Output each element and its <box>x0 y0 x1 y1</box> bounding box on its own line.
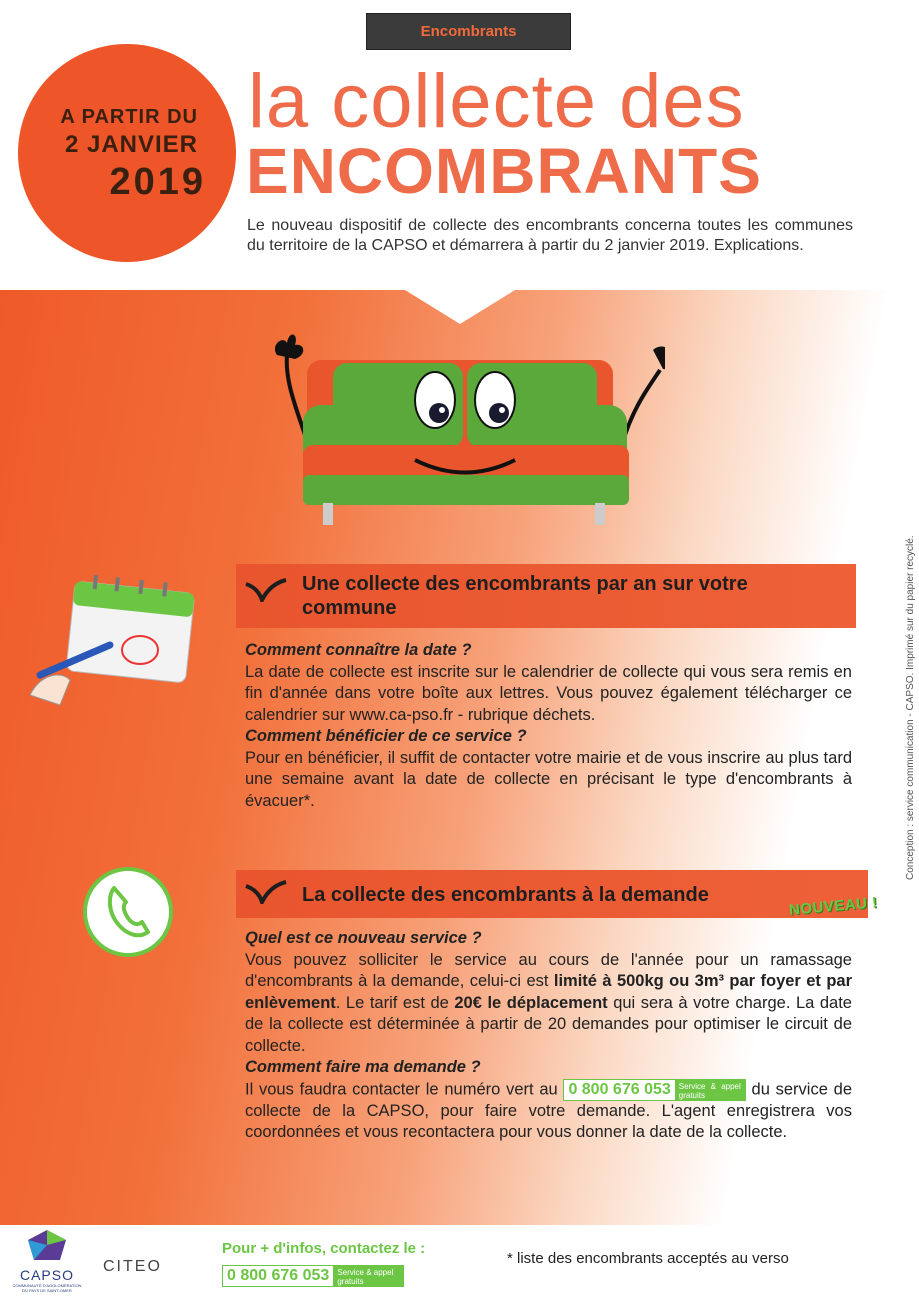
section-1-answer-2: Pour en bénéficier, il suffit de contacter votre mairie et de vous inscrire au plus tard une semaine avant la date de collecte en précisant le type d'encombrants à évacuer*. <box>245 748 852 810</box>
section-1-heading-bar <box>236 564 856 628</box>
white-notch <box>405 290 515 324</box>
section-2-question-2: Comment faire ma demande ? <box>245 1058 481 1076</box>
page-title-line-2: ENCOMBRANTS <box>246 135 762 207</box>
credits-note: Conception : service communication - CAPSO. Imprimé sur du papier recyclé. <box>905 535 916 880</box>
section-2-answer-2: Il vous faudra contacter le numéro vert au 0 800 676 053 Service & appel gratuits du service de collecte de la CAPSO, pour faire votre demande. L'agent enregistrera vos coordonnées et vous recontactera pour vous donner la date de la collecte. <box>245 1079 852 1141</box>
footer-phone-tag[interactable]: 0 800 676 053 Service & appel gratuits <box>222 1265 404 1287</box>
section-2-body <box>245 928 852 1144</box>
section-2-heading: La collecte des encombrants à la demande <box>302 884 709 906</box>
date-line-3: 2019 <box>109 161 206 203</box>
category-tag: Encombrants <box>366 13 571 50</box>
capso-subtitle: COMMUNAUTÉ D'AGGLOMÉRATION DU PAYS DE SAINT-OMER <box>12 1283 82 1293</box>
section-1-body <box>245 640 852 812</box>
checkmark-icon <box>244 880 288 904</box>
section-1-answer-1: La date de collecte est inscrite sur le calendrier de collecte qui vous sera remis en fin d'année dans votre boîte aux lettres. Vous pouvez également télécharger ce calendrier sur www.ca-pso.fr - rubrique déchets. <box>245 662 852 724</box>
page-title-line-1: la collecte des <box>248 59 745 144</box>
section-1-question-1: Comment connaître la date ? <box>245 641 472 659</box>
sofa-illustration <box>265 325 665 535</box>
new-badge: NOUVEAU ! <box>788 894 879 919</box>
calendar-icon <box>30 575 200 715</box>
section-2-question-1: Quel est ce nouveau service ? <box>245 929 482 947</box>
capso-logo <box>12 1228 82 1293</box>
section-1-heading: Une collecte des encombrants par an sur votre commune <box>302 573 748 619</box>
intro-paragraph: Le nouveau dispositif de collecte des encombrants concerna toutes les communes du territoire de la CAPSO et démarrera à partir du 2 janvier 2019. Explications. <box>247 217 853 254</box>
footer-note: * liste des encombrants acceptés au verso <box>507 1250 789 1267</box>
footer-contact-label: Pour + d'infos, contactez le : <box>222 1240 426 1257</box>
date-circle <box>18 44 236 262</box>
section-1-question-2: Comment bénéficier de ce service ? <box>245 727 527 745</box>
date-line-2: 2 JANVIER <box>64 131 198 158</box>
section-2-answer-1: Vous pouvez solliciter le service au cours de l'année pour un ramassage d'encombrants à la demande, celui-ci est limité à 500kg ou 3m³ par foyer et par enlèvement. Le tarif est de 20€ le déplacement qui sera à votre charge. La date de la collecte est déterminée à partir de 20 demandes pour optimiser le circuit de collecte. <box>245 950 852 1055</box>
citeo-logo: CITEO <box>103 1258 162 1275</box>
date-line-1: A PARTIR DU <box>60 106 198 128</box>
capso-logo-icon <box>26 1228 68 1262</box>
phone-number-tag[interactable]: 0 800 676 053 Service & appel gratuits <box>563 1079 745 1101</box>
section-2-heading-bar <box>236 870 868 918</box>
phone-icon <box>82 866 174 958</box>
capso-name: CAPSO <box>19 1267 74 1283</box>
checkmark-icon <box>244 578 288 602</box>
footer-contact <box>222 1240 425 1287</box>
